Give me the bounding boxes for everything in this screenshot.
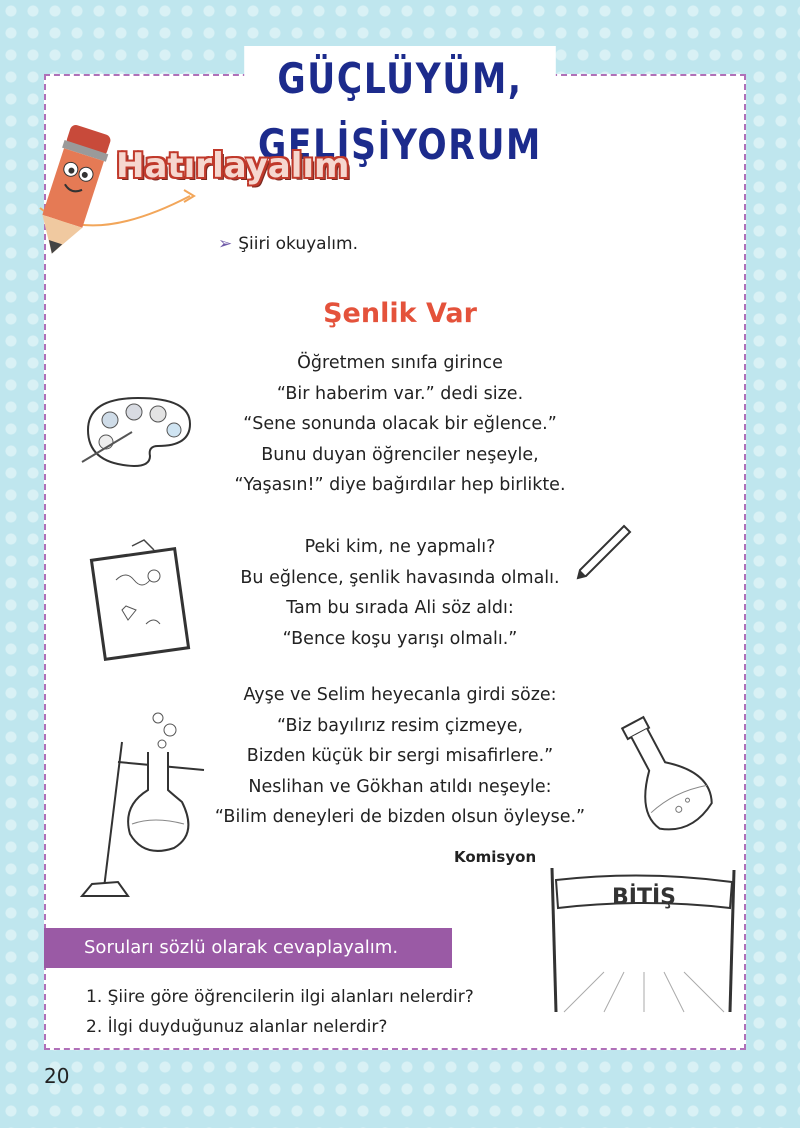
question-item: 1. Şiire göre öğrencilerin ilgi alanları nelerdir? [86, 987, 474, 1007]
poem-line: “Bir haberim var.” dedi size. [276, 383, 524, 404]
poem-line: Bu eğlence, şenlik havasında olmalı. [240, 567, 560, 588]
poem-line: “Bence koşu yarışı olmalı.” [282, 628, 518, 649]
question-item: 2. İlgi duyduğunuz alanlar nelerdir? [86, 1017, 388, 1037]
instruction-text: Şiiri okuyalım. [238, 234, 358, 254]
poem-line: Öğretmen sınıfa girince [297, 353, 503, 373]
page-title: GÜÇLÜYÜM, GELİŞİYORUM [244, 46, 556, 112]
poem-line: Tam bu sırada Ali söz aldı: [286, 598, 514, 618]
poem-line: “Biz bayılırız resim çizmeye, [276, 715, 524, 736]
finish-banner-icon [544, 862, 744, 1022]
poem-line: Bunu duyan öğrenciler neşeyle, [261, 444, 539, 465]
pencil-mascot-icon [20, 108, 200, 268]
arrow-icon: ➢ [218, 234, 233, 254]
poem-line: “Sene sonunda olacak bir eğlence.” [243, 414, 557, 434]
instruction [218, 234, 358, 254]
poem-line: Bizden küçük bir sergi misafirlere.” [246, 746, 554, 766]
poem-line: Peki kim, ne yapmalı? [304, 537, 496, 557]
questions-list [86, 982, 474, 1042]
lab-flask-stand-icon [78, 712, 218, 902]
chemistry-flask-icon [610, 712, 720, 842]
poem-line: Neslihan ve Gökhan atıldı neşeyle: [248, 776, 552, 797]
framed-picture-icon [92, 540, 192, 660]
pencil-icon [572, 522, 632, 582]
poem-line: Ayşe ve Selim heyecanla girdi söze: [243, 685, 557, 705]
section-title: Hatırlayalım [116, 146, 350, 186]
poem-line: “Yaşasın!” diye bağırdılar hep birlikte. [234, 475, 566, 495]
poem-author: Komisyon [454, 848, 537, 866]
paint-palette-icon [78, 390, 198, 470]
questions-band: Soruları sözlü olarak cevaplayalım. [44, 928, 452, 968]
page-number: 20 [44, 1064, 70, 1088]
finish-banner-text: BİTİŞ [612, 885, 676, 910]
poem-title: Şenlik Var [323, 298, 477, 329]
poem-line: “Bilim deneyleri de bizden olsun öyleyse.” [214, 807, 586, 827]
